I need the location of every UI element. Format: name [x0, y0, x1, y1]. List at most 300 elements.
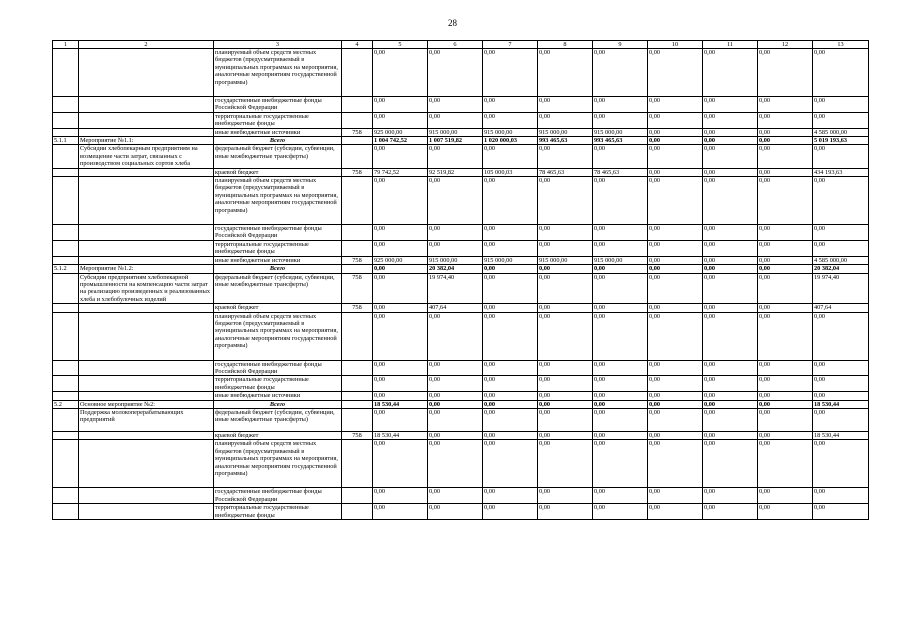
- year-value-cell: 0,00: [593, 177, 648, 225]
- funding-source-cell: планируемый объем средств местных бюджетов (предусматриваемый в муниципальных программах на мероприятия, аналогичные мероприятиям государственной программы): [214, 177, 342, 225]
- year-value-cell: 915 000,00: [538, 128, 593, 136]
- item-number-cell: [53, 408, 79, 431]
- year-value-cell: 0,00: [648, 128, 703, 136]
- year-value-cell: 0,00: [593, 240, 648, 256]
- item-name-cell: [79, 312, 214, 360]
- year-value-cell: 0,00: [703, 225, 758, 241]
- item-number-cell: [53, 488, 79, 504]
- table-row: [53, 112, 869, 128]
- year-value-cell: 0,00: [483, 376, 538, 392]
- item-name-cell: Мероприятие №1.1:: [79, 137, 214, 145]
- year-value-cell: 915 000,00: [538, 256, 593, 264]
- table-row: [53, 440, 869, 488]
- year-value-cell: 0,00: [758, 273, 813, 304]
- year-value-cell: 0,00: [483, 488, 538, 504]
- year-value-cell: 0,00: [593, 400, 648, 408]
- header-cell: 13: [813, 41, 869, 49]
- year-value-cell: 0,00: [648, 168, 703, 176]
- grbs-code-cell: 758: [342, 128, 373, 136]
- year-value-cell: 0,00: [538, 400, 593, 408]
- table-row: [53, 408, 869, 431]
- funding-source-cell: Всего: [214, 137, 342, 145]
- grbs-code-cell: [342, 97, 373, 113]
- year-value-cell: 0,00: [428, 376, 483, 392]
- year-value-cell: 0,00: [703, 256, 758, 264]
- year-value-cell: 0,00: [703, 265, 758, 273]
- year-value-cell: 0,00: [648, 137, 703, 145]
- year-value-cell: 0,00: [648, 304, 703, 312]
- grbs-code-cell: [342, 240, 373, 256]
- year-value-cell: 0,00: [648, 431, 703, 439]
- year-value-cell: 0,00: [703, 408, 758, 431]
- item-name-cell: Мероприятие №1.2:: [79, 265, 214, 273]
- year-value-cell: 0,00: [593, 225, 648, 241]
- year-value-cell: 0,00: [373, 240, 428, 256]
- year-value-cell: 20 382,04: [428, 265, 483, 273]
- year-value-cell: 915 000,00: [428, 256, 483, 264]
- table-row: [53, 49, 869, 97]
- total-value-cell: 407,64: [813, 304, 869, 312]
- year-value-cell: 0,00: [483, 440, 538, 488]
- year-value-cell: 0,00: [648, 256, 703, 264]
- table-row: [53, 431, 869, 439]
- year-value-cell: 0,00: [483, 49, 538, 97]
- grbs-code-cell: [342, 112, 373, 128]
- column-number-header: [53, 41, 869, 49]
- year-value-cell: 0,00: [758, 408, 813, 431]
- year-value-cell: 0,00: [758, 488, 813, 504]
- header-cell: 7: [483, 41, 538, 49]
- year-value-cell: 915 000,00: [593, 256, 648, 264]
- year-value-cell: 0,00: [428, 504, 483, 520]
- total-value-cell: 0,00: [813, 360, 869, 376]
- year-value-cell: 915 000,00: [483, 128, 538, 136]
- year-value-cell: 0,00: [758, 240, 813, 256]
- funding-source-cell: планируемый объем средств местных бюджетов (предусматриваемый в муниципальных программах на мероприятия, аналогичные мероприятиям государственной программы): [214, 49, 342, 97]
- year-value-cell: 0,00: [758, 440, 813, 488]
- year-value-cell: 0,00: [703, 112, 758, 128]
- year-value-cell: 105 000,03: [483, 168, 538, 176]
- total-value-cell: 18 530,44: [813, 431, 869, 439]
- table-row: [53, 488, 869, 504]
- year-value-cell: 0,00: [648, 145, 703, 168]
- item-number-cell: [53, 360, 79, 376]
- year-value-cell: 0,00: [373, 408, 428, 431]
- year-value-cell: 0,00: [538, 49, 593, 97]
- item-name-cell: Субсидии предприятиям хлебопекарной промышленности на компенсацию части затрат на реализацию произведенных и реализованных хлеба и хлебобулочных изделий: [79, 273, 214, 304]
- header-cell: 3: [214, 41, 342, 49]
- table-row: [53, 504, 869, 520]
- year-value-cell: 0,00: [428, 440, 483, 488]
- year-value-cell: 0,00: [703, 168, 758, 176]
- year-value-cell: 0,00: [428, 49, 483, 97]
- item-name-cell: [79, 240, 214, 256]
- item-number-cell: [53, 273, 79, 304]
- grbs-code-cell: [342, 440, 373, 488]
- year-value-cell: 0,00: [428, 177, 483, 225]
- item-number-cell: [53, 376, 79, 392]
- year-value-cell: 1 020 000,03: [483, 137, 538, 145]
- page-number: 28: [448, 18, 457, 28]
- item-number-cell: [53, 256, 79, 264]
- header-cell: 9: [593, 41, 648, 49]
- year-value-cell: 0,00: [648, 408, 703, 431]
- year-value-cell: 0,00: [428, 97, 483, 113]
- year-value-cell: 0,00: [648, 312, 703, 360]
- year-value-cell: 0,00: [758, 312, 813, 360]
- grbs-code-cell: [342, 137, 373, 145]
- item-name-cell: [79, 488, 214, 504]
- grbs-code-cell: 758: [342, 256, 373, 264]
- year-value-cell: 0,00: [538, 97, 593, 113]
- year-value-cell: 18 530,44: [373, 400, 428, 408]
- grbs-code-cell: [342, 265, 373, 273]
- year-value-cell: 0,00: [648, 440, 703, 488]
- header-cell: 10: [648, 41, 703, 49]
- year-value-cell: 0,00: [428, 431, 483, 439]
- year-value-cell: 0,00: [593, 360, 648, 376]
- grbs-code-cell: [342, 312, 373, 360]
- total-value-cell: 0,00: [813, 440, 869, 488]
- year-value-cell: 993 465,63: [593, 137, 648, 145]
- year-value-cell: 0,00: [483, 360, 538, 376]
- year-value-cell: 0,00: [483, 504, 538, 520]
- year-value-cell: 0,00: [373, 488, 428, 504]
- year-value-cell: 0,00: [373, 440, 428, 488]
- year-value-cell: 0,00: [703, 488, 758, 504]
- total-value-cell: 0,00: [813, 97, 869, 113]
- year-value-cell: 0,00: [373, 49, 428, 97]
- year-value-cell: 0,00: [703, 304, 758, 312]
- table-row: [53, 168, 869, 176]
- total-value-cell: 18 530,44: [813, 400, 869, 408]
- item-number-cell: [53, 128, 79, 136]
- year-value-cell: 0,00: [648, 177, 703, 225]
- year-value-cell: 0,00: [593, 49, 648, 97]
- funding-source-cell: краевой бюджет: [214, 168, 342, 176]
- year-value-cell: 0,00: [593, 488, 648, 504]
- year-value-cell: 0,00: [428, 240, 483, 256]
- grbs-code-cell: [342, 177, 373, 225]
- item-name-cell: [79, 440, 214, 488]
- year-value-cell: 0,00: [593, 112, 648, 128]
- table-row: [53, 376, 869, 392]
- year-value-cell: 0,00: [703, 440, 758, 488]
- year-value-cell: 0,00: [483, 240, 538, 256]
- year-value-cell: 0,00: [703, 137, 758, 145]
- year-value-cell: 0,00: [373, 360, 428, 376]
- year-value-cell: 0,00: [538, 431, 593, 439]
- total-value-cell: 4 585 000,00: [813, 256, 869, 264]
- year-value-cell: 0,00: [648, 225, 703, 241]
- year-value-cell: 0,00: [428, 225, 483, 241]
- year-value-cell: 0,00: [373, 273, 428, 304]
- year-value-cell: 0,00: [428, 400, 483, 408]
- grbs-code-cell: [342, 488, 373, 504]
- funding-source-cell: планируемый объем средств местных бюджетов (предусматриваемый в муниципальных программах на мероприятия, аналогичные мероприятиям государственной программы): [214, 312, 342, 360]
- item-name-cell: [79, 97, 214, 113]
- year-value-cell: 0,00: [373, 112, 428, 128]
- item-number-cell: [53, 49, 79, 97]
- grbs-code-cell: [342, 360, 373, 376]
- grbs-code-cell: [342, 49, 373, 97]
- year-value-cell: 0,00: [428, 488, 483, 504]
- table-row: [53, 256, 869, 264]
- year-value-cell: 0,00: [593, 376, 648, 392]
- total-value-cell: 20 382,04: [813, 265, 869, 273]
- table-row: [53, 128, 869, 136]
- header-cell: 4: [342, 41, 373, 49]
- item-number-cell: [53, 392, 79, 400]
- funding-source-cell: государственные внебюджетные фонды Российской Федерации: [214, 97, 342, 113]
- funding-source-cell: иные внебюджетные источники: [214, 392, 342, 400]
- total-value-cell: 434 193,63: [813, 168, 869, 176]
- total-value-cell: 0,00: [813, 112, 869, 128]
- year-value-cell: 0,00: [593, 392, 648, 400]
- year-value-cell: 0,00: [758, 431, 813, 439]
- item-name-cell: [79, 304, 214, 312]
- table-row-total: [53, 137, 869, 145]
- funding-source-cell: федеральный бюджет (субсидии, субвенции, иные межбюджетные трансферты): [214, 273, 342, 304]
- header-cell: 6: [428, 41, 483, 49]
- item-number-cell: [53, 168, 79, 176]
- item-name-cell: [79, 225, 214, 241]
- grbs-code-cell: 758: [342, 168, 373, 176]
- year-value-cell: 0,00: [758, 97, 813, 113]
- year-value-cell: 0,00: [428, 112, 483, 128]
- item-name-cell: [79, 168, 214, 176]
- grbs-code-cell: 758: [342, 273, 373, 304]
- funding-source-cell: территориальные государственные внебюджетные фонды: [214, 504, 342, 520]
- year-value-cell: 0,00: [428, 408, 483, 431]
- year-value-cell: 0,00: [758, 400, 813, 408]
- year-value-cell: 0,00: [648, 504, 703, 520]
- year-value-cell: 0,00: [538, 360, 593, 376]
- year-value-cell: 0,00: [428, 360, 483, 376]
- total-value-cell: 0,00: [813, 408, 869, 431]
- total-value-cell: 0,00: [813, 49, 869, 97]
- year-value-cell: 0,00: [373, 504, 428, 520]
- table-row: [53, 97, 869, 113]
- year-value-cell: 0,00: [483, 145, 538, 168]
- year-value-cell: 1 004 742,52: [373, 137, 428, 145]
- year-value-cell: 0,00: [593, 97, 648, 113]
- item-name-cell: [79, 504, 214, 520]
- year-value-cell: 0,00: [758, 49, 813, 97]
- year-value-cell: 0,00: [538, 273, 593, 304]
- total-value-cell: 19 974,40: [813, 273, 869, 304]
- item-number-cell: [53, 97, 79, 113]
- total-value-cell: 0,00: [813, 392, 869, 400]
- header-cell: 12: [758, 41, 813, 49]
- year-value-cell: 925 000,00: [373, 256, 428, 264]
- year-value-cell: 0,00: [703, 273, 758, 304]
- year-value-cell: 92 519,82: [428, 168, 483, 176]
- item-number-cell: 5.1.1: [53, 137, 79, 145]
- item-name-cell: Поддержка молокоперерабатывающих предприятий: [79, 408, 214, 431]
- total-value-cell: 5 019 193,63: [813, 137, 869, 145]
- total-value-cell: 0,00: [813, 177, 869, 225]
- grbs-code-cell: [342, 408, 373, 431]
- funding-source-cell: иные внебюджетные источники: [214, 256, 342, 264]
- year-value-cell: 0,00: [593, 145, 648, 168]
- year-value-cell: 0,00: [703, 128, 758, 136]
- year-value-cell: 0,00: [373, 376, 428, 392]
- item-name-cell: [79, 177, 214, 225]
- item-name-cell: [79, 112, 214, 128]
- year-value-cell: 0,00: [703, 400, 758, 408]
- grbs-code-cell: [342, 392, 373, 400]
- funding-source-cell: Всего: [214, 265, 342, 273]
- header-cell: 5: [373, 41, 428, 49]
- total-value-cell: 0,00: [813, 145, 869, 168]
- year-value-cell: 79 742,52: [373, 168, 428, 176]
- header-cell: 2: [79, 41, 214, 49]
- year-value-cell: 0,00: [703, 360, 758, 376]
- year-value-cell: 0,00: [538, 440, 593, 488]
- funding-source-cell: федеральный бюджет (субсидии, субвенции, иные межбюджетные трансферты): [214, 145, 342, 168]
- year-value-cell: 0,00: [428, 145, 483, 168]
- funding-source-cell: планируемый объем средств местных бюджетов (предусматриваемый в муниципальных программах на мероприятия, аналогичные мероприятиям государственной программы): [214, 440, 342, 488]
- year-value-cell: 0,00: [703, 240, 758, 256]
- year-value-cell: 0,00: [758, 265, 813, 273]
- funding-source-cell: краевой бюджет: [214, 304, 342, 312]
- year-value-cell: 0,00: [538, 177, 593, 225]
- item-number-cell: [53, 225, 79, 241]
- year-value-cell: 0,00: [648, 240, 703, 256]
- item-number-cell: [53, 431, 79, 439]
- year-value-cell: 0,00: [483, 97, 538, 113]
- year-value-cell: 0,00: [593, 312, 648, 360]
- item-name-cell: [79, 256, 214, 264]
- year-value-cell: 0,00: [373, 177, 428, 225]
- table-row: [53, 273, 869, 304]
- total-value-cell: 0,00: [813, 240, 869, 256]
- header-cell: 8: [538, 41, 593, 49]
- funding-source-cell: иные внебюджетные источники: [214, 128, 342, 136]
- year-value-cell: 19 974,40: [428, 273, 483, 304]
- table-row: [53, 304, 869, 312]
- year-value-cell: 0,00: [428, 392, 483, 400]
- header-cell: 11: [703, 41, 758, 49]
- total-value-cell: 0,00: [813, 504, 869, 520]
- year-value-cell: 0,00: [593, 431, 648, 439]
- year-value-cell: 0,00: [483, 304, 538, 312]
- year-value-cell: 0,00: [483, 225, 538, 241]
- year-value-cell: 0,00: [538, 504, 593, 520]
- year-value-cell: 0,00: [703, 431, 758, 439]
- funding-source-cell: государственные внебюджетные фонды Российской Федерации: [214, 488, 342, 504]
- year-value-cell: 0,00: [758, 376, 813, 392]
- year-value-cell: 0,00: [703, 177, 758, 225]
- year-value-cell: 0,00: [483, 392, 538, 400]
- funding-source-cell: государственные внебюджетные фонды Российской Федерации: [214, 225, 342, 241]
- grbs-code-cell: [342, 504, 373, 520]
- item-number-cell: 5.2: [53, 400, 79, 408]
- total-value-cell: 4 585 000,00: [813, 128, 869, 136]
- table-row: [53, 312, 869, 360]
- year-value-cell: 0,00: [648, 400, 703, 408]
- total-value-cell: 0,00: [813, 488, 869, 504]
- item-number-cell: [53, 304, 79, 312]
- year-value-cell: 0,00: [593, 265, 648, 273]
- grbs-code-cell: 758: [342, 431, 373, 439]
- year-value-cell: 0,00: [538, 265, 593, 273]
- year-value-cell: 993 465,63: [538, 137, 593, 145]
- year-value-cell: 0,00: [758, 392, 813, 400]
- total-value-cell: 0,00: [813, 376, 869, 392]
- year-value-cell: 0,00: [593, 504, 648, 520]
- budget-table: [52, 40, 869, 520]
- year-value-cell: 0,00: [703, 145, 758, 168]
- item-name-cell: Основное мероприятие №2:: [79, 400, 214, 408]
- grbs-code-cell: [342, 376, 373, 392]
- item-name-cell: [79, 392, 214, 400]
- item-number-cell: 5.1.2: [53, 265, 79, 273]
- year-value-cell: 0,00: [703, 392, 758, 400]
- item-number-cell: [53, 145, 79, 168]
- year-value-cell: 0,00: [483, 177, 538, 225]
- year-value-cell: 0,00: [538, 408, 593, 431]
- year-value-cell: 0,00: [758, 168, 813, 176]
- year-value-cell: 0,00: [703, 312, 758, 360]
- table-row: [53, 240, 869, 256]
- item-name-cell: [79, 360, 214, 376]
- item-number-cell: [53, 177, 79, 225]
- table-body: [53, 41, 869, 520]
- funding-source-cell: территориальные государственные внебюджетные фонды: [214, 112, 342, 128]
- funding-source-cell: территориальные государственные внебюджетные фонды: [214, 240, 342, 256]
- year-value-cell: 0,00: [648, 488, 703, 504]
- year-value-cell: 0,00: [373, 225, 428, 241]
- year-value-cell: 0,00: [703, 504, 758, 520]
- year-value-cell: 0,00: [593, 304, 648, 312]
- year-value-cell: 0,00: [483, 265, 538, 273]
- item-number-cell: [53, 504, 79, 520]
- table-row: [53, 225, 869, 241]
- year-value-cell: 0,00: [648, 97, 703, 113]
- item-name-cell: Субсидии хлебопекарным предприятиям на возмещение части затрат, связанных с производством социальных сортов хлеба: [79, 145, 214, 168]
- total-value-cell: 0,00: [813, 312, 869, 360]
- item-number-cell: [53, 240, 79, 256]
- year-value-cell: 0,00: [758, 128, 813, 136]
- year-value-cell: 0,00: [483, 312, 538, 360]
- year-value-cell: 0,00: [758, 256, 813, 264]
- year-value-cell: 0,00: [538, 225, 593, 241]
- year-value-cell: 0,00: [483, 400, 538, 408]
- year-value-cell: 0,00: [593, 408, 648, 431]
- year-value-cell: 0,00: [538, 240, 593, 256]
- year-value-cell: 0,00: [483, 273, 538, 304]
- item-name-cell: [79, 128, 214, 136]
- year-value-cell: 0,00: [593, 440, 648, 488]
- year-value-cell: 0,00: [538, 376, 593, 392]
- year-value-cell: 0,00: [483, 112, 538, 128]
- year-value-cell: 407,64: [428, 304, 483, 312]
- year-value-cell: 0,00: [538, 304, 593, 312]
- funding-source-cell: краевой бюджет: [214, 431, 342, 439]
- year-value-cell: 0,00: [758, 177, 813, 225]
- header-cell: 1: [53, 41, 79, 49]
- year-value-cell: 0,00: [373, 304, 428, 312]
- year-value-cell: 0,00: [703, 376, 758, 392]
- table-row-total: [53, 265, 869, 273]
- year-value-cell: 0,00: [648, 392, 703, 400]
- year-value-cell: 0,00: [703, 97, 758, 113]
- year-value-cell: 0,00: [538, 112, 593, 128]
- year-value-cell: 0,00: [538, 312, 593, 360]
- year-value-cell: 0,00: [758, 504, 813, 520]
